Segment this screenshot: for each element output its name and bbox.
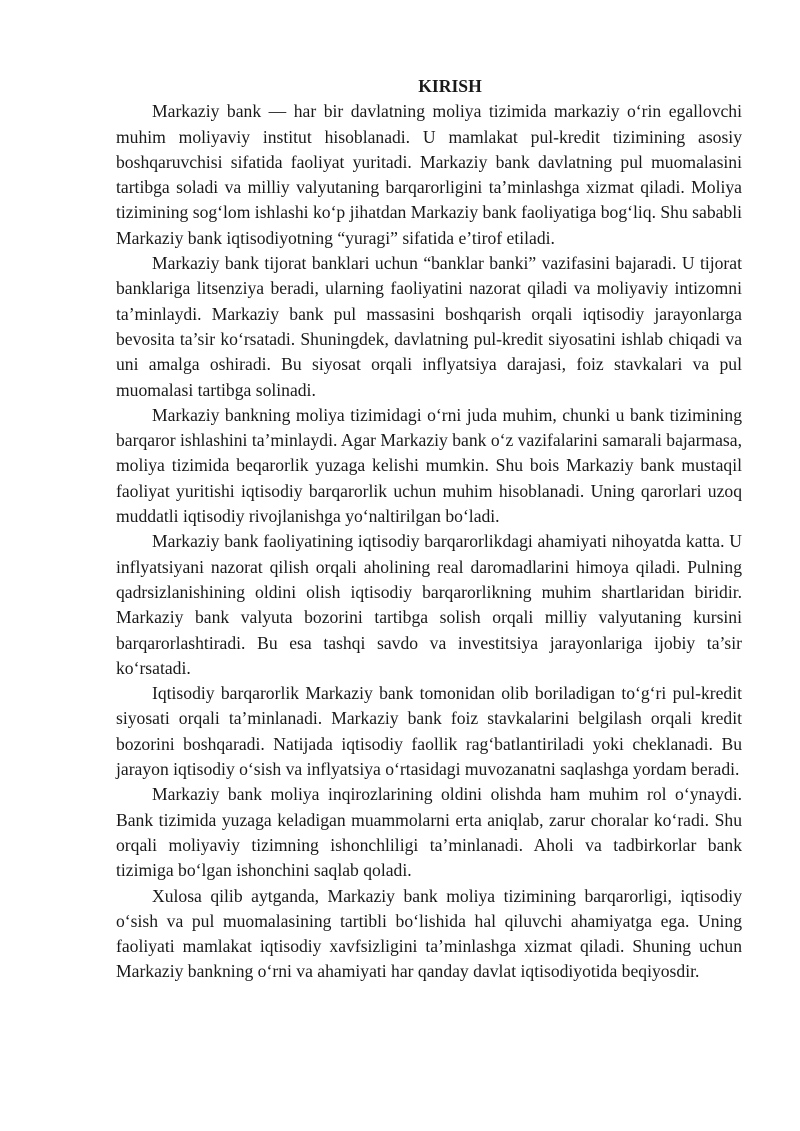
paragraph-2: Markaziy bank tijorat banklari uchun “banklar banki” vazifasini bajaradi. U tijorat banklariga litsenziya beradi, ularning faoliyatini nazorat qiladi va moliyaviy intizomni ta’minlaydi. Markaziy bank pul massasini boshqarish orqali iqtisodiy jarayonlarga bevosita ta’sir ko‘rsatadi. Shuningdek, davlatning pul-kredit siyosatini ishlab chiqadi va uni amalga oshiradi. Bu siyosat orqali inflyatsiya darajasi, foiz stavkalari va pul muomalasi tartibga solinadi.: [116, 253, 742, 400]
paragraph-7: Xulosa qilib aytganda, Markaziy bank moliya tizimining barqarorligi, iqtisodiy o‘sish va pul muomalasining tartibli bo‘lishida hal qiluvchi ahamiyatga ega. Uning faoliyati mamlakat iqtisodiy xavfsizligini ta’minlashga xizmat qiladi. Shuning uchun Markaziy bankning o‘rni va ahamiyati har qanday davlat iqtisodiyotida beqiyosdir.: [116, 885, 742, 982]
page-title: KIRISH: [418, 76, 482, 96]
paragraph-1: Markaziy bank — har bir davlatning moliya tizimida markaziy o‘rin egallovchi muhim moliyaviy institut hisoblanadi. U mamlakat pul-kredit tizimining asosiy boshqaruvchisi sifatida faoliyat yuritadi. Markaziy bank davlatning pul muomalasini tartibga soladi va milliy valyutaning barqarorligini ta’minlashga xizmat qiladi. Moliya tizimining sog‘lom ishlashi ko‘p jihatdan Markaziy bank faoliyatiga bog‘liq. Shu sababli Markaziy bank iqtisodiyotning “yuragi” sifatida e’tirof etiladi.: [116, 101, 742, 248]
paragraph-5: Iqtisodiy barqarorlik Markaziy bank tomonidan olib boriladigan to‘g‘ri pul-kredit siyosati orqali ta’minlanadi. Markaziy bank foiz stavkalarini belgilash orqali kredit bozorini boshqaradi. Natijada iqtisodiy faollik rag‘batlantiriladi yoki cheklanadi. Bu jarayon iqtisodiy o‘sish va inflyatsiya o‘rtasidagi muvozanatni saqlashga yordam beradi.: [116, 683, 742, 780]
paragraph-6: Markaziy bank moliya inqirozlarining oldini olishda ham muhim rol o‘ynaydi. Bank tizimida yuzaga keladigan muammolarni erta aniqlab, zarur choralar ko‘radi. Shu orqali moliyaviy tizimning ishonchliligi ta’minlanadi. Aholi va tadbirkorlar bank tizimiga bo‘lgan ishonchini saqlab qoladi.: [116, 784, 742, 881]
paragraph-3: Markaziy bankning moliya tizimidagi o‘rni juda muhim, chunki u bank tizimining barqaror ishlashini ta’minlaydi. Agar Markaziy bank o‘z vazifalarini samarali bajarmasa, moliya tizimida beqarorlik yuzaga kelishi mumkin. Shu bois Markaziy bank mustaqil faoliyat yuritishi iqtisodiy barqarorlik uchun muhim hisoblanadi. Uning qarorlari uzoq muddatli iqtisodiy rivojlanishga yo‘naltirilgan bo‘ladi.: [116, 404, 742, 527]
paragraph-4: Markaziy bank faoliyatining iqtisodiy barqarorlikdagi ahamiyati nihoyatda katta. U inflyatsiyani nazorat qilish orqali aholining real daromadlarini himoya qiladi. Pulning qadrsizlanishining oldini olish iqtisodiy barqarorlikning muhim shartlaridan biridir. Markaziy bank valyuta bozorini tartibga solish orqali milliy valyutaning kursini barqarorlashtiradi. Bu esa tashqi savdo va investitsiya jarayonlariga ijobiy ta’sir ko‘rsatadi.: [116, 531, 742, 678]
document-page: [116, 74, 742, 985]
